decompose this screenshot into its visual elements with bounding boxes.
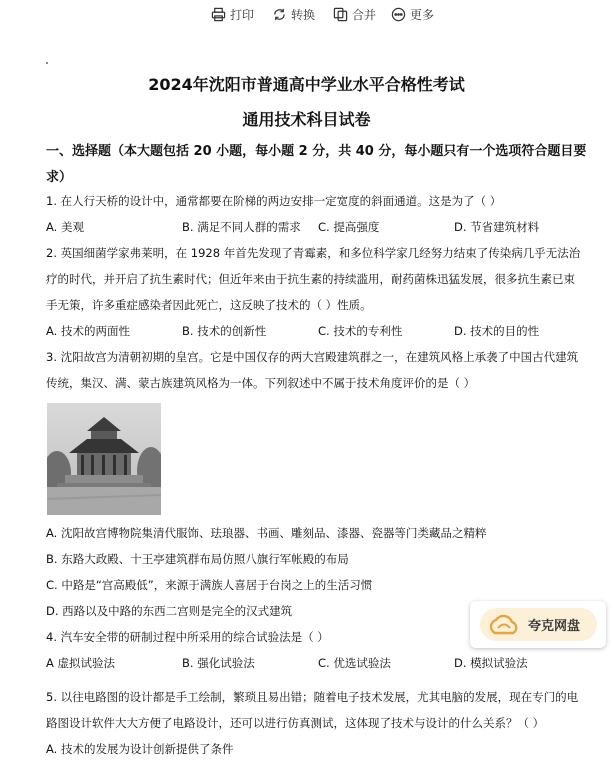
q5-option-a: A. 技术的发展为设计创新提供了条件: [46, 742, 234, 756]
printer-icon: [211, 7, 226, 22]
q1-stem: 1. 在人行天桥的设计中，通常都要在阶梯的两边安排一定宽度的斜面通道。这是为了（ ）: [46, 194, 502, 208]
q1-option-a: A. 美观: [46, 220, 84, 234]
q4-option-c: C. 优选试验法: [318, 656, 391, 670]
q2-stem-line2: 疗的时代，并开启了抗生素时代；但近年来由于抗生素的持续滥用，耐药菌株迅猛发展，很多抗生素已束: [46, 272, 575, 286]
top-toolbar: [0, 0, 613, 30]
merge-icon: [333, 7, 348, 22]
quark-drive-pill[interactable]: [480, 608, 597, 641]
more-label: 更多: [410, 7, 435, 22]
convert-label: 转换: [291, 7, 316, 22]
q5-stem-line1: 5. 以往电路图的设计都是手工绘制，繁琐且易出错；随着电子技术发展，尤其电脑的发展，现在专门的电: [46, 690, 579, 704]
section-heading-line1: 一、选择题（本大题包括 20 小题，每小题 2 分，共 40 分，每小题只有一个选项符合题目要: [46, 144, 587, 159]
quark-drive-label: 夸克网盘: [528, 619, 581, 634]
q2-option-a: A. 技术的两面性: [46, 324, 130, 338]
exam-title: 2024年沈阳市普通高中学业水平合格性考试: [148, 75, 465, 94]
q1-option-d: D. 节省建筑材料: [454, 220, 540, 234]
print-label: 打印: [230, 7, 255, 22]
q2-option-c: C. 技术的专利性: [318, 324, 403, 338]
q3-option-c: C. 中路是“宫高殿低”，来源于满族人喜居于台岗之上的生活习惯: [46, 578, 373, 592]
merge-button[interactable]: [333, 4, 376, 24]
q3-stem-line2: 传统，集汉、满、蒙古族建筑风格为一体。下列叙述中不属于技术角度评价的是（ ）: [46, 376, 476, 390]
q3-stem-line1: 3. 沈阳故宫为清朝初期的皇宫。它是中国仅存的两大宫殿建筑群之一，在建筑风格上承袭了中国古代建筑: [46, 350, 579, 364]
q3-option-b: B. 东路大政殿、十王亭建筑群布局仿照八旗行军帐殿的布局: [46, 552, 349, 566]
exam-subtitle: 通用技术科目试卷: [242, 110, 371, 129]
q2-stem-line3: 手无策，许多重症感染者因此死亡，这反映了技术的（ ）性质。: [46, 298, 372, 312]
convert-button[interactable]: [272, 4, 315, 24]
q4-stem: 4. 汽车安全带的研制过程中所采用的综合试验法是（ ）: [46, 630, 329, 644]
q3-option-d: D. 西路以及中路的东西二宫则是完全的汉式建筑: [46, 604, 293, 618]
convert-icon: [272, 7, 287, 22]
q2-option-d: D. 技术的目的性: [454, 324, 540, 338]
quark-drive-badge[interactable]: [470, 601, 606, 648]
q1-option-c: C. 提高强度: [318, 220, 380, 234]
merge-label: 合并: [352, 7, 377, 22]
q5-stem-line2: 路图设计软件大大方便了电路设计，还可以进行仿真测试，这体现了技术与设计的什么关系？（ ）: [46, 716, 545, 730]
page-marker-dot: [46, 62, 48, 64]
q3-option-a: A. 沈阳故宫博物院集清代服饰、珐琅器、书画、雕刻品、漆器、瓷器等门类藏品之精粹: [46, 526, 487, 540]
q2-option-b: B. 技术的创新性: [182, 324, 267, 338]
print-button[interactable]: [211, 4, 254, 24]
more-button[interactable]: [391, 4, 434, 24]
q4-option-b: B. 强化试验法: [182, 656, 255, 670]
q4-option-a: A 虚拟试验法: [46, 656, 116, 670]
palace-photo: [47, 403, 161, 515]
q1-option-b: B. 满足不同人群的需求: [182, 220, 301, 234]
section-heading-line2: 求）: [46, 170, 73, 185]
more-icon: [391, 7, 406, 22]
q4-option-d: D. 模拟试验法: [454, 656, 528, 670]
cloud-icon: [486, 611, 522, 639]
q2-stem-line1: 2. 英国细菌学家弗莱明，在 1928 年首先发现了青霉素，和多位科学家几经努力结束了传染病几乎无法治: [46, 246, 581, 260]
